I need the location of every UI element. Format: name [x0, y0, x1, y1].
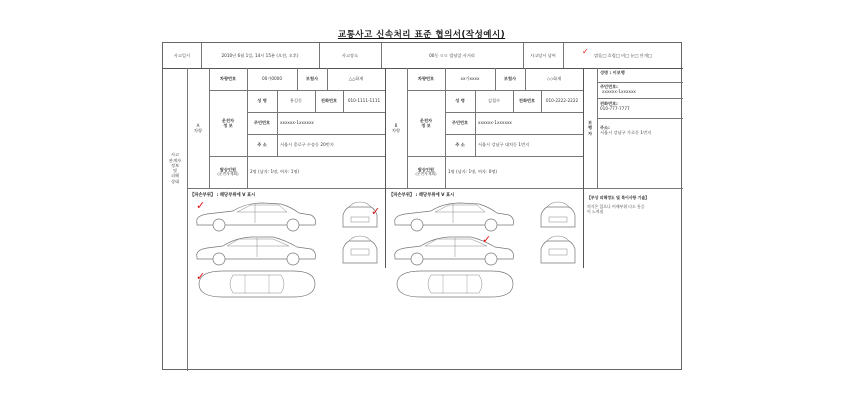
victim-label [583, 68, 597, 188]
section-label-line: 정보 [170, 162, 180, 168]
victim-address-block [600, 125, 682, 136]
vehicle-b-phone-label: 전화번호 [518, 98, 536, 104]
vehicle-a-side-right-diagram[interactable] [193, 235, 319, 267]
passengers-label-line: 탑승인원 [219, 167, 237, 172]
section-label-line: 사고 [170, 152, 180, 158]
weather-check-mark-icon: ✓ [582, 47, 589, 56]
vehicle-a-rear-diagram[interactable] [339, 235, 381, 267]
vehicle-b-insurer-value: ◇◇화재 [546, 76, 562, 82]
vehicle-b-top-diagram[interactable] [391, 269, 517, 299]
vehicle-b-letter: B [394, 122, 398, 128]
passengers-label-line: 탑승인원 [417, 167, 435, 172]
victim-id-value: xxxxxx-1xxxxxx [602, 89, 636, 95]
vehicle-a-insurer-label: 보험사 [305, 76, 319, 82]
victim-name: 성명 : 이보행 [600, 70, 625, 75]
vehicle-a-name-label: 성 명 [257, 98, 267, 104]
weather-label: 사고당시 날씨 [530, 52, 556, 58]
accident-agreement-form [162, 42, 682, 370]
victim-address-value: 서울시 강남구 가로동 1번지 [600, 130, 652, 136]
vehicle-a-plate-value: 00가0000 [261, 76, 283, 82]
vehicle-a-label [187, 68, 209, 188]
victim-label-char: 자 [587, 130, 593, 136]
vehicle-a-address-value: 서울시 종로구 수송동 20번지 [280, 142, 334, 148]
victim-injury-title: 【부상 피해정도 및 특이사항 기술】 [587, 195, 650, 200]
vehicle-a-plate-label: 차량번호 [219, 76, 237, 82]
datetime-value: 2010년 6월 1일, 14시 15분 (오전, 오후) [221, 52, 299, 58]
vehicle-b-side-right-diagram[interactable] [391, 235, 517, 267]
vehicle-a-word: 차량 [193, 128, 203, 133]
page-title: 교통사고 신속처리 표준 협의서(작성예시) [337, 30, 506, 40]
victim-label-char: 행 [587, 125, 593, 131]
victim-phone-value: 010-777-7777 [600, 106, 630, 112]
vehicle-a-passengers-label [209, 156, 247, 188]
vehicle-b-plate-label: 차량번호 [417, 76, 435, 82]
passengers-label-sub: (운전자제외) [217, 171, 239, 177]
vehicle-b-name-value: 김철수 [487, 98, 501, 104]
victim-address-label: 주소: [600, 125, 610, 130]
vehicle-a-id-label: 주민번호 [253, 120, 271, 126]
vehicle-b-plate-value: xx가xxxx [460, 76, 480, 82]
vehicle-a-top-diagram[interactable] [193, 269, 319, 299]
damage-check-mark-icon: ✓ [371, 205, 381, 218]
vehicle-b-id-label: 주민번호 [451, 120, 469, 126]
vehicle-b-insurer-label: 보험사 [503, 76, 517, 82]
place-value: 00동 ㅁㅁ 빌딩앞 사거리 [429, 52, 475, 58]
vehicle-b-label [385, 68, 407, 188]
vehicle-a-driver-label [209, 90, 247, 156]
vehicle-a-letter: A [196, 122, 200, 128]
vehicle-a-phone-label: 전화번호 [320, 98, 338, 104]
damage-check-mark-icon: ✓ [196, 270, 206, 283]
weather-options[interactable]: 맑음□ 흐림□ 비□ 눈□ 안개□ [594, 52, 652, 58]
vehicle-a-damage-title: 【파손부위】 : 해당부위에 V 표시 [190, 193, 256, 198]
passengers-label-sub: (운전자제외) [415, 171, 437, 177]
vehicle-b-phone-value: 010-2222-2222 [545, 98, 579, 104]
vehicle-a-insurer-value: △△화재 [348, 76, 364, 82]
vehicle-a-address-label: 주 소 [257, 142, 267, 148]
victim-phone-block [600, 101, 682, 112]
victim-id-block [600, 84, 682, 95]
vehicle-b-address-label: 주 소 [455, 142, 465, 148]
vehicle-b-damage-title: 【파손부위】 : 해당부위에 V 표시 [389, 193, 455, 198]
driver-label-line: 정 보 [223, 123, 233, 128]
vehicle-b-word: 차량 [391, 128, 401, 133]
driver-label-line: 정 보 [421, 123, 431, 128]
victim-phone-label: 전화번호: [600, 101, 618, 106]
party-info-section-label [163, 68, 187, 268]
section-label-line: 상태 [170, 178, 180, 184]
section-label-line: 관계자 [168, 157, 182, 163]
vehicle-a-passengers-value: 2명 (남자: 1명, 여자: 1명) [250, 169, 300, 175]
vehicle-a-side-left-diagram[interactable] [193, 201, 319, 233]
vehicle-b-driver-label [407, 90, 445, 156]
vehicle-b-rear-diagram[interactable] [537, 235, 579, 267]
place-label: 사고장소 [341, 52, 359, 58]
datetime-label: 사고일시 [173, 52, 191, 58]
driver-label-line: 운전자 [221, 117, 235, 123]
vehicle-a-name-value: 홍길동 [289, 98, 303, 104]
vehicle-b-side-left-diagram[interactable] [391, 201, 517, 233]
vehicle-b-id-value: xxxxxx-1xxxxxx [478, 120, 512, 126]
section-label-line: 및 [172, 168, 178, 173]
vehicle-b-passengers-value: 1명 (남자: 1명, 여자: 0명) [448, 169, 498, 175]
vehicle-b-name-label: 성 명 [455, 98, 465, 104]
vehicle-a-id-value: xxxxxx-1xxxxxx [280, 120, 314, 126]
vehicle-b-passengers-label [407, 156, 445, 188]
driver-label-line: 운전자 [419, 117, 433, 123]
vehicle-b-address-value: 서울시 강남구 대치동 1번지 [478, 142, 530, 148]
damage-check-mark-icon: ✓ [482, 233, 492, 246]
vehicle-a-phone-value: 010-1111-1111 [347, 98, 381, 104]
victim-id-label: 주민번호: [600, 84, 618, 89]
victim-injury-value: 의식은 있으나 어깨부위 다소 통증이 느껴짐 [587, 204, 645, 215]
victim-label-char: 보 [587, 120, 593, 126]
damage-check-mark-icon: ✓ [196, 199, 206, 212]
section-label-line: 피해 [170, 173, 180, 179]
vehicle-b-front-diagram[interactable] [537, 201, 579, 231]
